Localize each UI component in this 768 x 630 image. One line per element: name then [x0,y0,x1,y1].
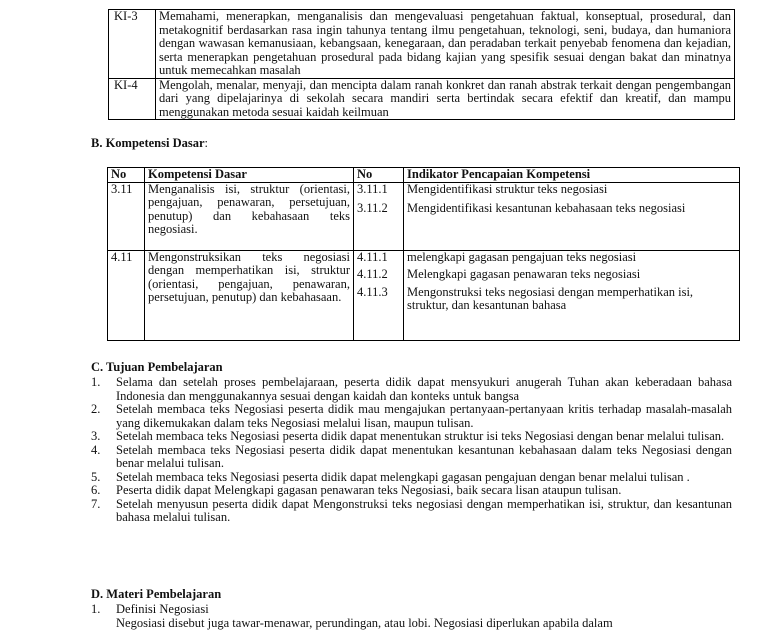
header-no: No [108,168,145,183]
tujuan-text: Setelah membaca teks Negosiasi peserta didik mau mengajukan pertanyaan-pertanyaan kritis terhadap masalah-masalah yang dikemukakan dalam teks Negosiasi melalui lisan, maupun tulisan. [116,402,732,430]
section-heading-kd [91,137,208,151]
indicator-text-cell [404,182,740,250]
indicator-no-cell [354,250,404,340]
ki-code: KI-3 [109,10,156,79]
indicator-text: Mengonstruksi teks negosiasi dengan memperhatikan isi, struktur, dan kesantunan bahasa [407,284,694,312]
header-indikator: Indikator Pencapaian Kompetensi [404,168,740,183]
indicator-text-cell [404,250,740,340]
section-heading-materi: D. Materi Pembelajaran [91,587,222,601]
tujuan-text: Peserta didik dapat Melengkapi gagasan penawaran teks Negosiasi, baik secara lisan ataupun tulisan. [116,483,622,497]
list-item: 5. Setelah membaca teks Negosiasi peserta didik dapat melengkapi gagasan pengajuan dengan benar melalui tulisan . [91,469,690,484]
kd-no: 4.11 [108,250,145,340]
list-item: 7. Setelah menyusun peserta didik dapat Mengonstruksi teks negosiasi dengan memperhatikan isi, struktur, dan kesantunan bahasa melalui tulisan. [91,496,732,524]
ki-code: KI-4 [109,78,156,120]
indicator-no: 4.11.3 [357,284,388,299]
kd-no: 3.11 [108,182,145,250]
list-item: 1. Definisi Negosiasi Negosiasi disebut juga tawar-menawar, perundingan, atau lobi. Negosiasi diperlukan apabila dalam [91,603,732,630]
indicator-text: Melengkapi gagasan penawaran teks negosiasi [407,267,641,281]
indicator-text: Mengidentifikasi kesantunan kebahasaan teks negosiasi [407,201,686,215]
tujuan-text: Selama dan setelah proses pembelajaraan, peserta didik dapat mensyukuri anugerah Tuhan akan keberadaan bahasa Indonesia dan menggunakannya sesuai dengan kaidah dan konteks untuk bangsa [116,375,732,403]
list-item: 3. Setelah membaca teks Negosiasi peserta didik dapat menentukan struktur isi teks Negosiasi dengan benar melalui tulisan. [91,429,725,443]
indicator-no: 3.11.2 [357,201,388,215]
section-heading-tujuan: C. Tujuan Pembelajaran [91,360,223,374]
indicator-no-cell [354,182,404,250]
list-item: 6. Peserta didik dapat Melengkapi gagasan penawaran teks Negosiasi, baik secara lisan ataupun tulisan. [91,483,622,497]
indicator-no: 3.11.1 [357,181,388,196]
indicator-text: Mengidentifikasi struktur teks negosiasi [407,181,608,196]
materi-title: Definisi Negosiasi [116,602,209,616]
tujuan-list [91,376,732,525]
materi-list [91,603,732,630]
ki-text: Memahami, menerapkan, menganalisis dan mengevaluasi pengetahuan faktual, konseptual, prosedural, dan metakognitif berdasarkan rasa ingin tahunya tentang ilmu pengetahuan, teknologi, seni, budaya, dan humaniora dengan wawasan kemanusiaan, kebangsaan, kenegaraan, dan peradaban terkait penyebab fenomena dan kejadian, serta menerapkan pengetahuan prosedural pada bidang kajian yang spesifik sesuai dengan bakat dan minatnya untuk memecahkan masalah [156,10,735,79]
ki-text: Mengolah, menalar, menyaji, dan mencipta dalam ranah konkret dan ranah abstrak terkait dengan pengembangan dari yang dipelajarinya di sekolah secara mandiri serta bertindak secara efektif dan kreatif, dan mampu menggunakan metoda sesuai kaidah keilmuan [156,78,735,120]
kd-table [107,167,740,341]
indicator-no: 4.11.1 [357,249,388,264]
materi-text: Negosiasi disebut juga tawar-menawar, perundingan, atau lobi. Negosiasi diperlukan apabila dalam [116,616,613,630]
ki-table [108,9,735,120]
indicator-no: 4.11.2 [357,267,388,281]
table-row [109,10,735,79]
table-header-row [108,168,740,183]
table-row [108,250,740,340]
kd-heading-text: B. Kompetensi Dasar [91,136,205,150]
table-row [108,182,740,250]
kd-heading-colon: : [204,136,209,150]
tujuan-text: Setelah menyusun peserta didik dapat Mengonstruksi teks negosiasi dengan memperhatikan isi, struktur, dan kesantunan bahasa melalui tulisan. [116,496,732,524]
list-item: 1. Selama dan setelah proses pembelajaraan, peserta didik dapat mensyukuri anugerah Tuhan akan keberadaan bahasa Indonesia dan menggunakannya sesuai dengan kaidah dan konteks untuk bangsa [91,375,732,403]
tujuan-text: Setelah membaca teks Negosiasi peserta didik dapat menentukan struktur isi teks Negosiasi dengan benar melalui tulisan. [116,429,725,443]
header-kd: Kompetensi Dasar [145,168,354,183]
tujuan-text: Setelah membaca teks Negosiasi peserta didik dapat menentukan kesantunan kebahasaan dalam teks Negosiasi dengan benar melalui tulisan. [116,442,732,470]
table-row [109,78,735,120]
indicator-text: melengkapi gagasan pengajuan teks negosiasi [407,249,637,264]
header-no-indikator: No [354,168,404,183]
kd-text: Menganalisis isi, struktur (orientasi, pengajuan, penawaran, persetujuan, penutup) dan kebahasaan teks negosiasi. [145,182,354,250]
kd-text: Mengonstruksikan teks negosiasi dengan memperhatikan isi, struktur (orientasi, pengajuan, penawaran, persetujuan, penutup) dan kebahasaan. [145,250,354,340]
list-item: 4. Setelah membaca teks Negosiasi peserta didik dapat menentukan kesantunan kebahasaan dalam teks Negosiasi dengan benar melalui tulisan. [91,442,732,470]
tujuan-text: Setelah membaca teks Negosiasi peserta didik dapat melengkapi gagasan pengajuan dengan benar melalui tulisan . [116,469,690,484]
list-item: 2. Setelah membaca teks Negosiasi peserta didik mau mengajukan pertanyaan-pertanyaan kritis terhadap masalah-masalah yang dikemukakan dalam teks Negosiasi melalui lisan, maupun tulisan. [91,402,732,430]
